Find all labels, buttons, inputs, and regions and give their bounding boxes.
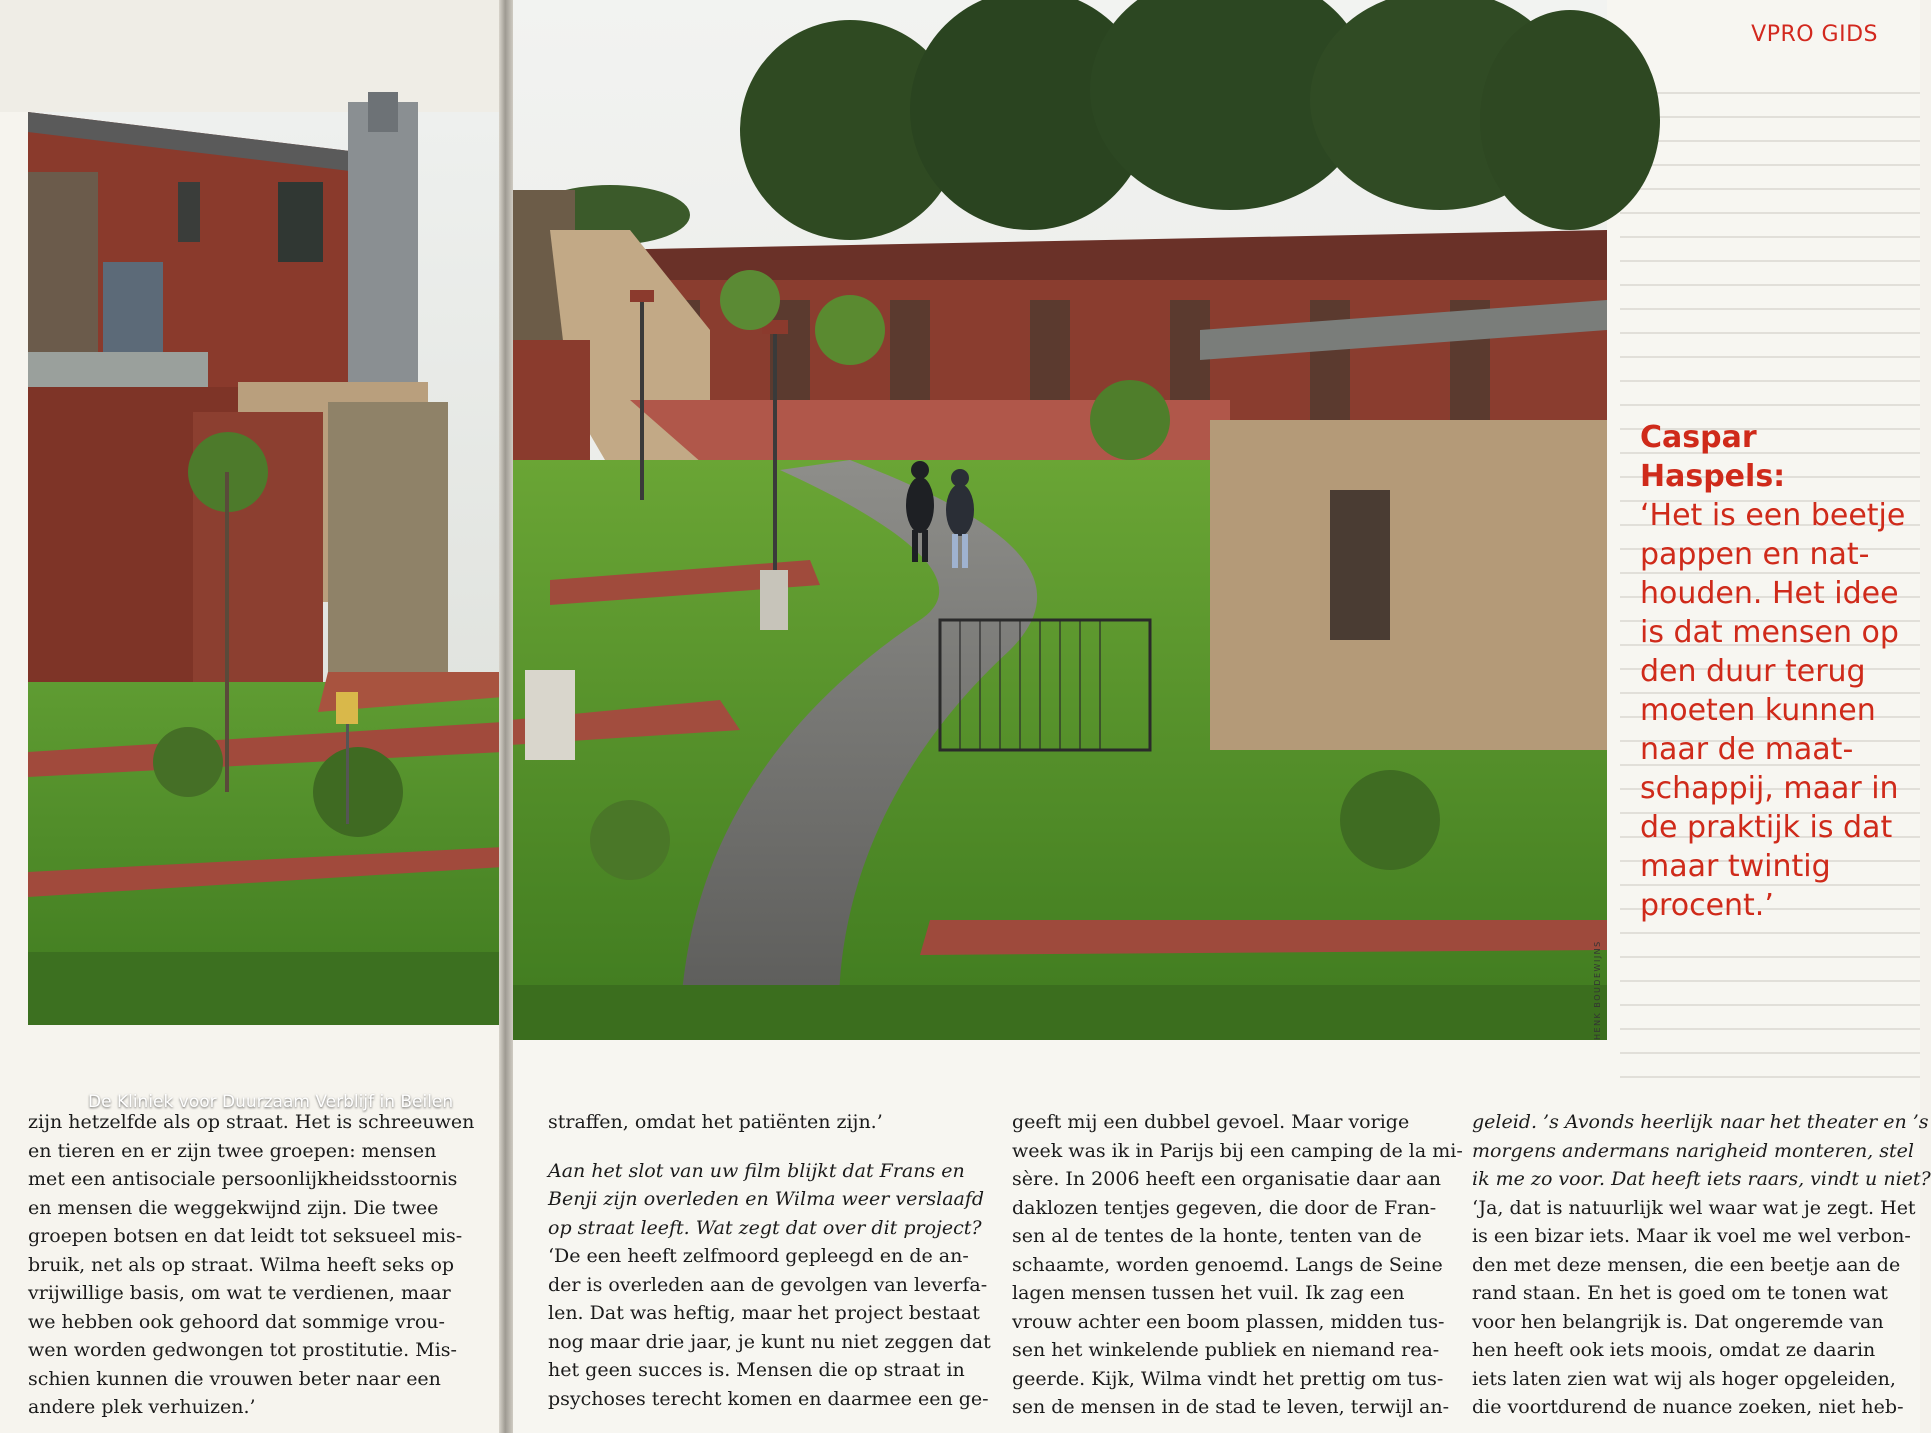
- text-line: ‘De een heeft zelfmoord gepleegd en de an-: [548, 1245, 969, 1267]
- photo-left-half: [28, 112, 503, 1112]
- text-line: met een antisociale persoonlijkheidsstoornis: [28, 1168, 458, 1190]
- text-line: den met deze mensen, die een beetje aan de: [1472, 1253, 1901, 1276]
- text-line: we hebben ook gehoord dat sommige vrou-: [28, 1310, 445, 1333]
- text-line: lagen mensen tussen het vuil. Ik zag een: [1012, 1282, 1405, 1304]
- pull-quote-speaker: Caspar Haspels:: [1640, 420, 1786, 494]
- text-line: vrijwillige basis, om wat te verdienen, maar: [28, 1282, 451, 1304]
- text-line: vrouw achter een boom plassen, midden tus-: [1012, 1310, 1445, 1333]
- text-line: en mensen die weggekwijnd zijn. Die twee: [28, 1196, 439, 1219]
- interview-question-line: geleid. ’s Avonds heerlijk naar het theater en ’s: [1472, 1111, 1929, 1133]
- quote-line: houden. Het idee: [1640, 576, 1899, 611]
- page-gutter: [499, 0, 513, 1433]
- text-line: geerde. Kijk, Wilma vindt het prettig om tus-: [1012, 1367, 1444, 1390]
- text-line: straffen, omdat het patiënten zijn.’: [548, 1111, 883, 1133]
- photo-caption: De Kliniek voor Duurzaam Verblijf in Beilen: [88, 1092, 454, 1112]
- text-line: schaamte, worden genoemd. Langs de Seine: [1012, 1253, 1443, 1276]
- interview-question-line: op straat leeft. Wat zegt dat over dit project?: [548, 1216, 982, 1239]
- pull-quote-text: [1640, 496, 1910, 925]
- text-line: week was ik in Parijs bij een camping de la mi-: [1012, 1139, 1463, 1162]
- body-column-1: [28, 1108, 475, 1422]
- text-line: len. Dat was heftig, maar het project bestaat: [548, 1302, 980, 1324]
- text-line: psychoses terecht komen en daarmee een ge-: [548, 1387, 989, 1410]
- body-column-3: [1012, 1108, 1463, 1422]
- quote-line: is dat mensen op: [1640, 615, 1899, 650]
- quote-line: pappen en nat-: [1640, 537, 1870, 572]
- text-line: het geen succes is. Mensen die op straat in: [548, 1359, 965, 1381]
- text-line: die voortdurend de nuance zoeken, niet heb-: [1472, 1396, 1904, 1418]
- text-line: sen al de tentes de la honte, tenten van de: [1012, 1225, 1422, 1247]
- quote-line: schappij, maar in: [1640, 771, 1899, 806]
- quote-line: procent.’: [1640, 888, 1774, 923]
- text-line: is een bizar iets. Maar ik voel me wel verbon-: [1472, 1225, 1911, 1247]
- quote-line: ‘Het is een beetje: [1640, 498, 1906, 533]
- text-line: der is overleden aan de gevolgen van leverfa-: [548, 1273, 988, 1296]
- text-line: hen heeft ook iets moois, omdat ze daarin: [1472, 1339, 1876, 1361]
- interview-question-line: ik me zo voor. Dat heeft iets raars, vindt u niet?: [1472, 1168, 1931, 1190]
- text-line: schien kunnen die vrouwen beter naar een: [28, 1367, 441, 1390]
- quote-line: den duur terug: [1640, 654, 1866, 689]
- magazine-header: VPRO GIDS: [1751, 22, 1878, 47]
- interview-question-line: morgens andermans narigheid monteren, stel: [1472, 1139, 1914, 1162]
- photo-credit: HENK BOUDEWIJNS: [1593, 940, 1602, 1040]
- quote-line: maar twintig: [1640, 849, 1831, 884]
- pull-quote: [1640, 418, 1910, 925]
- body-column-2: [548, 1108, 991, 1413]
- quote-line: de praktijk is dat: [1640, 810, 1893, 845]
- text-line: geeft mij een dubbel gevoel. Maar vorige: [1012, 1111, 1410, 1133]
- text-line: daklozen tentjes gegeven, die door de Fran-: [1012, 1196, 1437, 1219]
- text-line: zijn hetzelfde als op straat. Het is schreeuwen: [28, 1111, 475, 1133]
- text-line: wen worden gedwongen tot prostitutie. Mis-: [28, 1339, 457, 1361]
- photo-right-half: [510, 0, 1607, 1040]
- quote-line: naar de maat-: [1640, 732, 1854, 767]
- text-line: sen de mensen in de stad te leven, terwijl an-: [1012, 1396, 1450, 1418]
- quote-line: moeten kunnen: [1640, 693, 1876, 728]
- text-line: ‘Ja, dat is natuurlijk wel waar wat je zegt. Het: [1472, 1196, 1916, 1219]
- text-line: sen het winkelende publiek en niemand rea-: [1012, 1339, 1440, 1361]
- page-bleed-strip: [0, 0, 503, 112]
- body-column-4: [1472, 1108, 1931, 1422]
- text-line: voor hen belangrijk is. Dat ongeremde van: [1472, 1310, 1884, 1333]
- text-line: bruik, net als op straat. Wilma heeft seks op: [28, 1253, 455, 1276]
- interview-question-line: Benji zijn overleden en Wilma weer verslaafd: [548, 1188, 985, 1210]
- text-line: iets laten zien wat wij als hoger opgeleiden,: [1472, 1367, 1896, 1390]
- text-line: rand staan. En het is goed om te tonen wat: [1472, 1282, 1888, 1304]
- text-line: sère. In 2006 heeft een organisatie daar aan: [1012, 1168, 1442, 1190]
- text-line: nog maar drie jaar, je kunt nu niet zeggen dat: [548, 1330, 991, 1353]
- text-line: andere plek verhuizen.’: [28, 1396, 256, 1418]
- text-line: groepen botsen en dat leidt tot seksueel mis-: [28, 1225, 463, 1247]
- text-line: en tieren en er zijn twee groepen: mensen: [28, 1139, 437, 1162]
- interview-question-line: Aan het slot van uw film blijkt dat Frans en: [548, 1159, 965, 1182]
